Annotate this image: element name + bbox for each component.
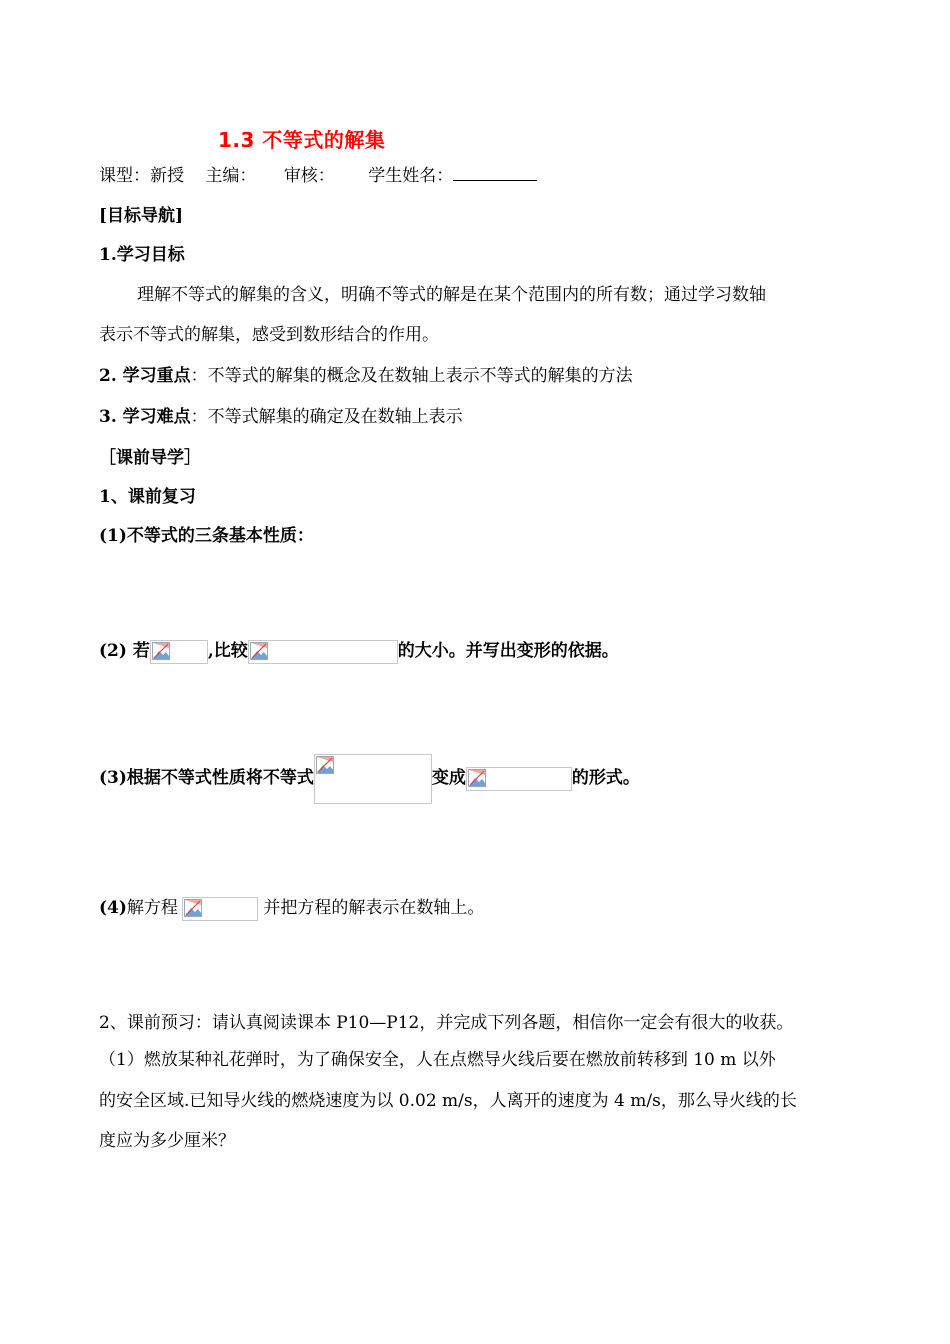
broken-image-icon	[316, 756, 334, 774]
formula-image	[150, 640, 208, 664]
course-type: 新授	[150, 166, 184, 186]
review-heading: 1、课前复习	[99, 487, 196, 507]
broken-image-icon	[468, 769, 486, 787]
q3-suffix: 的形式。	[571, 768, 640, 788]
q2-prefix: (2) 若	[99, 641, 150, 661]
editor-label: 主编：	[205, 166, 257, 186]
formula-image	[314, 754, 432, 804]
question-1: (1)不等式的三条基本性质：	[99, 526, 314, 546]
problem1-line3: 度应为多少厘米？	[99, 1131, 235, 1151]
goal1-text-line1: 理解不等式的解集的含义，明确不等式的解是在某个范围内的所有数；通过学习数轴	[137, 285, 766, 305]
q4-suffix: 并把方程的解表示在数轴上。	[257, 898, 485, 918]
section-preview: ［课前导学］	[99, 448, 201, 468]
formula-image	[182, 897, 258, 921]
broken-image-icon	[250, 642, 268, 660]
question-3	[99, 753, 640, 804]
q2-mid: ,比较	[207, 641, 248, 661]
problem1-line2: 的安全区域.已知导火线的燃烧速度为以 0.02 m/s，人离开的速度为 4 m/s，那么导火线的长	[99, 1091, 797, 1111]
goal1-heading: 1.学习目标	[99, 245, 185, 265]
question-2	[99, 638, 619, 664]
goal2-text: ：不等式的解集的概念及在数轴上表示不等式的解集的方法	[190, 366, 633, 386]
goal2-label: 2. 学习重点	[99, 366, 191, 386]
page-title: 1.3 不等式的解集	[218, 128, 386, 152]
goal3	[99, 405, 463, 429]
goal1-text-line2: 表示不等式的解集，感受到数形结合的作用。	[99, 325, 439, 345]
q4-mid: 解方程	[126, 898, 178, 918]
question-4	[99, 895, 484, 921]
reviewer-label: 审核：	[283, 166, 335, 186]
q3-prefix: (3)根据不等式性质将不等式	[99, 768, 314, 788]
goal2	[99, 364, 633, 388]
q4-prefix: (4)	[99, 898, 127, 918]
formula-image	[466, 767, 572, 791]
problem1-line1: （1）燃放某种礼花弹时，为了确保安全，人在点燃导火线后要在燃放前转移到 10 m 以外	[99, 1050, 776, 1070]
student-name-blank[interactable]	[453, 164, 537, 181]
student-label: 学生姓名：	[368, 166, 454, 186]
broken-image-icon	[152, 642, 170, 660]
q2-suffix: 的大小。并写出变形的依据。	[397, 641, 619, 661]
goal3-label: 3. 学习难点	[99, 407, 191, 427]
q3-mid: 变成	[431, 768, 466, 788]
preview-line: 2、课前预习：请认真阅读课本 P10—P12，并完成下列各题，相信你一定会有很大的收获。	[99, 1013, 794, 1033]
course-type-label: 课型：	[99, 166, 150, 186]
header-info	[99, 164, 537, 188]
broken-image-icon	[184, 899, 202, 917]
goal3-text: ：不等式解集的确定及在数轴上表示	[190, 407, 463, 427]
section-goals: [目标导航]	[99, 206, 184, 226]
formula-image	[248, 640, 398, 664]
